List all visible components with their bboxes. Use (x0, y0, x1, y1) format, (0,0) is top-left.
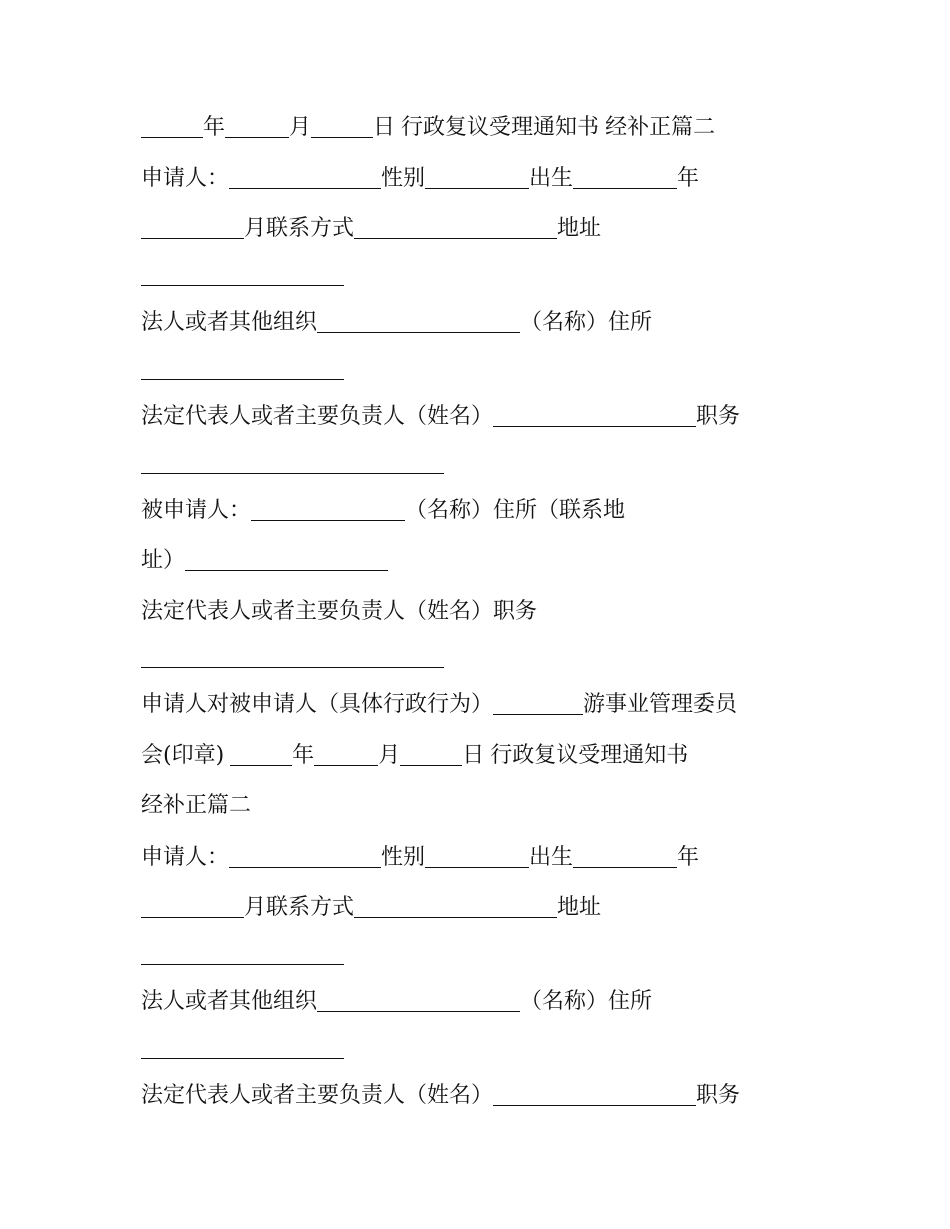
birth-month-blank[interactable] (141, 216, 244, 239)
month-contact-label-2: 月联系方式 (244, 895, 355, 920)
respondent-post-blank[interactable] (141, 645, 444, 668)
residence-line-2 (141, 1034, 344, 1064)
post-label-2: 职务 (696, 1083, 741, 1108)
rep-label-2: 法定代表人或者主要负责人（姓名） (141, 1083, 494, 1108)
year-label: 年 (203, 115, 226, 140)
seal-line (141, 741, 688, 771)
org-line (141, 308, 652, 338)
gender-blank-2[interactable] (425, 845, 529, 868)
gender-blank[interactable] (425, 166, 529, 189)
birth-label: 出生 (529, 166, 574, 191)
respondent-blank[interactable] (251, 498, 405, 521)
contact-line (141, 214, 601, 244)
year-label: 年 (677, 166, 700, 191)
rep-label: 法定代表人或者主要负责人（姓名） (141, 404, 494, 429)
post-label: 职务 (696, 404, 741, 429)
document-subtitle: 经补正篇二 (605, 115, 716, 140)
contact-line-2 (141, 893, 601, 923)
seal-year-label: 年 (292, 743, 315, 768)
day-blank[interactable] (311, 115, 373, 138)
address-blank-2[interactable] (141, 942, 344, 965)
document-title: 行政复议受理通知书 (401, 115, 600, 140)
action-line (141, 690, 737, 720)
seal-day-blank[interactable] (400, 743, 462, 766)
action-blank[interactable] (493, 692, 583, 715)
applicant-line (141, 164, 699, 194)
applicant-label-2: 申请人： (141, 845, 230, 870)
org-name-residence-label-2: （名称）住所 (520, 989, 653, 1014)
header-line (141, 113, 715, 143)
month-blank[interactable] (225, 115, 289, 138)
gender-label-2: 性别 (381, 845, 426, 870)
org-blank[interactable] (317, 310, 520, 333)
respondent-address-line (141, 546, 388, 576)
birth-year-blank[interactable] (573, 166, 677, 189)
applicant-blank[interactable] (229, 166, 381, 189)
rep-line (141, 402, 740, 432)
post-blank[interactable] (141, 451, 444, 474)
address-line-2 (141, 940, 344, 970)
seal-year-blank[interactable] (230, 743, 292, 766)
gender-label: 性别 (381, 166, 426, 191)
respondent-label: 被申请人： (141, 498, 252, 523)
seal-month-blank[interactable] (314, 743, 378, 766)
committee-label: 游事业管理委员 (583, 692, 738, 717)
contact-blank-2[interactable] (354, 895, 557, 918)
respondent-post-line (141, 643, 444, 673)
address-blank[interactable] (141, 263, 344, 286)
residence-blank[interactable] (141, 357, 344, 380)
applicant-line-2 (141, 843, 699, 873)
day-label: 日 (373, 115, 396, 140)
respondent-rep-label: 法定代表人或者主要负责人（姓名）职务 (141, 599, 538, 624)
respondent-line (141, 496, 625, 526)
seal-day-label: 日 (462, 743, 485, 768)
org-name-residence-label: （名称）住所 (520, 310, 653, 335)
respondent-name-residence-label: （名称）住所（联系地 (405, 498, 626, 523)
repeat-subtitle: 经补正篇二 (141, 793, 252, 818)
org-line-2 (141, 987, 652, 1017)
address-end-label: 址） (141, 548, 186, 573)
post-line (141, 449, 444, 479)
action-label: 申请人对被申请人（具体行政行为） (141, 692, 494, 717)
year-label-2: 年 (677, 845, 700, 870)
contact-blank[interactable] (354, 216, 557, 239)
seal-month-label: 月 (378, 743, 401, 768)
rep-line-2 (141, 1081, 740, 1111)
applicant-label: 申请人： (141, 166, 230, 191)
address-label: 地址 (557, 216, 602, 241)
address-line (141, 261, 344, 291)
birth-month-blank-2[interactable] (141, 895, 244, 918)
seal-label: 会(印章) (141, 743, 225, 768)
respondent-rep-line (141, 597, 537, 627)
org-blank-2[interactable] (317, 989, 520, 1012)
month-contact-label: 月联系方式 (244, 216, 355, 241)
rep-blank-2[interactable] (493, 1083, 696, 1106)
address-label-2: 地址 (557, 895, 602, 920)
org-label-2: 法人或者其他组织 (141, 989, 318, 1014)
year-blank[interactable] (141, 115, 203, 138)
birth-label-2: 出生 (529, 845, 574, 870)
applicant-blank-2[interactable] (229, 845, 381, 868)
residence-line (141, 355, 344, 385)
repeat-title: 行政复议受理通知书 (490, 743, 689, 768)
org-label: 法人或者其他组织 (141, 310, 318, 335)
residence-blank-2[interactable] (141, 1036, 344, 1059)
rep-blank[interactable] (493, 404, 696, 427)
birth-year-blank-2[interactable] (573, 845, 677, 868)
repeat-subtitle-line (141, 791, 251, 821)
respondent-address-blank[interactable] (185, 548, 388, 571)
month-label: 月 (289, 115, 312, 140)
